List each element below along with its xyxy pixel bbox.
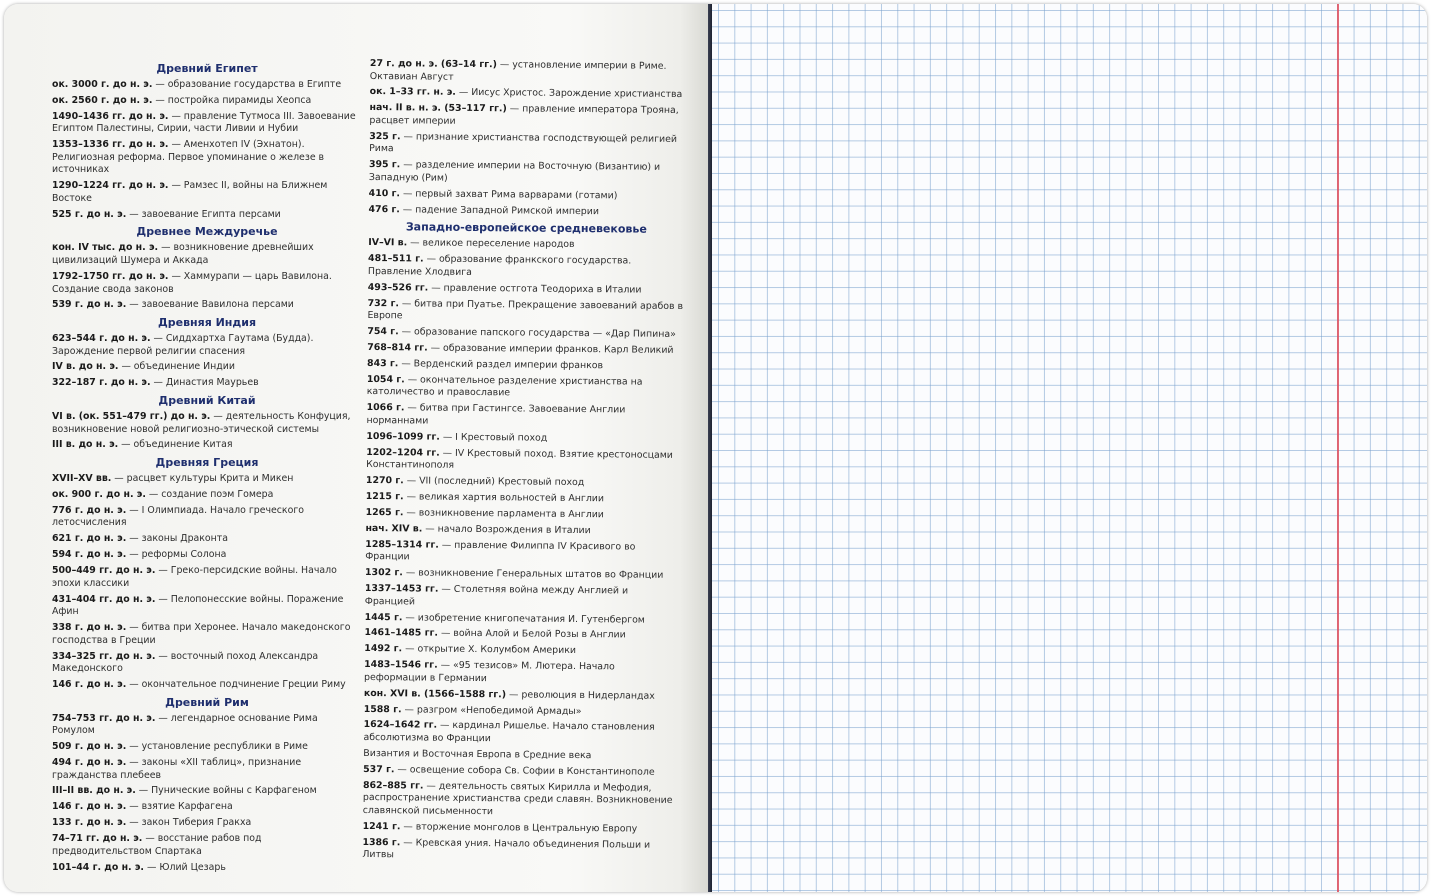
entry-description: — образование франкского государства. Правление Хлодвига xyxy=(367,253,632,278)
timeline-entry xyxy=(368,253,684,281)
notebook-spread xyxy=(4,4,1427,892)
timeline-entry xyxy=(52,741,362,754)
entry-date: 1624–1642 гг. xyxy=(363,719,438,732)
entry-date: 1302 г. xyxy=(365,567,403,579)
timeline-entry xyxy=(52,594,362,619)
entry-description: — образование империи франков. Карл Великий xyxy=(427,342,674,356)
timeline-entry xyxy=(366,447,682,475)
entry-description: — Верденский раздел империи франков xyxy=(398,358,604,372)
entry-description: — восстание рабов под предводительством Спартака xyxy=(52,833,262,857)
entry-description: — изобретение книгопечатания И. Гутенбергом xyxy=(402,611,645,626)
entry-description: — реформы Солона xyxy=(126,549,227,561)
timeline-entry xyxy=(365,567,681,583)
entry-description: — освещение собора Св. Софии в Константинополе xyxy=(394,764,655,778)
entry-date: 500–449 гг. до н. э. xyxy=(52,565,156,577)
timeline-entry xyxy=(369,188,685,204)
entry-description: — возникновение древнейших цивилизаций Шумера и Аккада xyxy=(52,242,314,267)
entry-description: — открытие Х. Колумбом Америки xyxy=(402,643,577,657)
entry-date: 481–511 г. xyxy=(368,253,424,265)
timeline-entry xyxy=(52,817,362,830)
entry-description: — битва при Херонее. Начало македонского господства в Греции xyxy=(52,622,351,646)
entry-date: 325 г. xyxy=(369,130,401,143)
entry-description: — Рамзес II, войны на Ближнем Востоке xyxy=(52,180,328,204)
entry-date: 623–544 г. до н. э. xyxy=(52,332,151,344)
grid-paper-page xyxy=(712,4,1427,892)
section-heading: Западно-европейское средневековье xyxy=(405,220,647,236)
entry-date: 334–325 гг. до н. э. xyxy=(52,650,156,662)
entry-date: III–II вв. до н. э. xyxy=(52,785,136,797)
entry-description: — Кревская уния. Начало объединения Польши и Литвы xyxy=(362,836,651,861)
entry-date: 1386 г. xyxy=(362,836,401,848)
entry-date: кон. XVI в. (1566–1588 гг.) xyxy=(363,687,507,700)
entry-date: 1290–1224 гг. до н. э. xyxy=(52,180,169,192)
entry-date: 494 г. до н. э. xyxy=(52,756,127,768)
timeline-entry xyxy=(364,688,680,704)
entry-description: — Аменхотеп IV (Эхнатон). Религиозная реформа. Первое упоминание о железе в источниках xyxy=(52,139,325,176)
timeline-entry xyxy=(367,342,683,358)
section-heading: Древний Рим xyxy=(165,695,249,709)
timeline-entry xyxy=(52,361,362,374)
timeline-entry xyxy=(52,862,362,875)
entry-description: — кардинал Ришелье. Начало становления абсолютизма во Франции xyxy=(363,720,655,745)
entry-date: ок. 1–33 гг. н. э. xyxy=(369,86,456,99)
entry-date: ок. 3000 г. до н. э. xyxy=(52,79,153,90)
entry-description: — признание христианства господствующей религией Рима xyxy=(369,131,678,155)
entry-description: — правление императора Трояна, расцвет империи xyxy=(369,103,679,127)
timeline-entry xyxy=(52,679,362,692)
entry-description: — Пунические войны с Карфагеном xyxy=(135,785,317,797)
entry-date: 776 г. до н. э. xyxy=(52,504,127,516)
entry-date: 395 г. xyxy=(368,159,401,171)
entry-description: — окончательное подчинение Греции Риму xyxy=(126,679,346,691)
timeline-entry xyxy=(368,282,684,298)
timeline-entry xyxy=(52,651,362,676)
entry-description: — закон Тиберия Гракха xyxy=(126,817,252,829)
timeline-entry xyxy=(52,505,362,530)
entry-date: 1096–1099 гг. xyxy=(366,430,440,443)
timeline-entry xyxy=(52,473,362,486)
entry-date: IV в. до н. э. xyxy=(52,361,119,373)
timeline-entry xyxy=(52,209,362,222)
timeline-entry xyxy=(52,299,362,312)
entry-description: — Пелопонесские войны. Поражение Афин xyxy=(52,593,344,618)
entry-description: — объединение Китая xyxy=(118,439,233,451)
left-page-timeline xyxy=(4,4,708,892)
timeline-entry xyxy=(52,757,362,782)
timeline-entry xyxy=(52,489,362,502)
timeline-entry xyxy=(52,333,362,358)
timeline-entry xyxy=(363,780,679,821)
timeline-entry xyxy=(366,475,682,491)
entry-date: 133 г. до н. э. xyxy=(52,817,127,829)
timeline-entry xyxy=(367,374,683,402)
entry-date: 338 г. до н. э. xyxy=(52,622,127,634)
entry-date: ок. 900 г. до н. э. xyxy=(52,488,146,500)
entry-date: 410 г. xyxy=(368,187,401,200)
entry-description: — объединение Индии xyxy=(118,361,235,373)
entry-date: 1353–1336 гг. до н. э. xyxy=(52,139,169,151)
timeline-entry xyxy=(52,79,362,92)
entry-date: XVII–XV вв. xyxy=(52,473,112,485)
entry-description: — Хаммурапи — царь Вавилона. Создание свода законов xyxy=(52,270,332,295)
entry-date: III в. до н. э. xyxy=(52,439,119,451)
timeline-entry xyxy=(52,439,362,452)
entry-date: 1265 г. xyxy=(365,506,404,519)
timeline-entry xyxy=(363,719,679,747)
entry-description: — законы Драконта xyxy=(126,533,228,545)
entry-description: — разделение империи на Восточную (Византию) и Западную (Рим) xyxy=(368,159,661,184)
entry-description: — начало Возрождения в Италии xyxy=(422,523,591,536)
timeline-entry xyxy=(368,204,684,220)
section-heading: Древнее Междуречье xyxy=(136,225,278,239)
timeline-entry xyxy=(52,180,362,205)
timeline-entry xyxy=(365,611,681,627)
entry-description: — великое переселение народов xyxy=(407,237,575,251)
entry-date: VI в. (ок. 551–479 гг.) до н. э. xyxy=(52,410,211,422)
entry-description: — завоевание Вавилона персами xyxy=(126,299,294,311)
entry-date: 862–885 гг. xyxy=(362,779,424,792)
entry-description: — великая хартия вольностей в Англии xyxy=(403,491,605,505)
entry-description: — IV Крестовый поход. Взятие крестоносцами Константинополя xyxy=(366,447,673,472)
entry-date: IV–VI в. xyxy=(368,237,408,249)
entry-description: — правление остгота Теодориха в Италии xyxy=(428,282,642,296)
entry-description: — установление республики в Риме xyxy=(126,741,308,753)
entry-description: — I Крестовый поход xyxy=(439,431,548,444)
entry-description: — падение Западной Римской империи xyxy=(399,204,600,217)
entry-description: — образование папского государства — «Дар Пипина» xyxy=(398,326,676,341)
entry-date: 1492 г. xyxy=(364,643,403,655)
entry-description: — правление Филиппа IV Красивого во Франции xyxy=(365,539,636,563)
section-heading: Древний Египет xyxy=(156,62,258,75)
timeline-entry xyxy=(370,58,686,86)
timeline-entry xyxy=(365,583,681,611)
entry-description: — «95 тезисов» М. Лютера. Начало реформации в Германии xyxy=(364,659,615,684)
entry-date: 101–44 г. до н. э. xyxy=(52,861,144,873)
timeline-entry xyxy=(367,358,683,374)
entry-date: 27 г. до н. э. (63–14 гг.) xyxy=(369,58,497,71)
timeline-entry xyxy=(52,242,362,267)
entry-date: 594 г. до н. э. xyxy=(52,549,127,561)
timeline-entry xyxy=(369,102,685,130)
entry-date: 1490–1436 гг. до н. э. xyxy=(52,110,169,122)
timeline-entry xyxy=(364,659,680,687)
entry-description: — деятельность святых Кирилла и Мефодия, распространение христианства среди славян. Возникновение славянской письменности xyxy=(362,780,673,818)
entry-date: 1337–1453 гг. xyxy=(364,582,439,595)
timeline-entry xyxy=(52,565,362,590)
entry-description: — окончательное разделение христианства на католичество и православие xyxy=(366,374,643,399)
red-margin-line xyxy=(1337,4,1339,892)
entry-date: 146 г. до н. э. xyxy=(52,801,127,813)
entry-description: — взятие Карфагена xyxy=(126,801,233,813)
timeline-entry xyxy=(52,95,362,108)
entry-date: 537 г. xyxy=(363,763,395,776)
timeline-entry xyxy=(363,821,679,837)
timeline-entry xyxy=(52,533,362,546)
entry-description: — создание поэм Гомера xyxy=(145,488,274,500)
entry-description: — установление империи в Риме. Октавиан Август xyxy=(369,59,667,83)
entry-description: — завоевание Египта персами xyxy=(126,208,281,220)
entry-date: 525 г. до н. э. xyxy=(52,208,127,220)
entry-date: 1202–1204 гг. xyxy=(366,446,440,459)
timeline-entry xyxy=(366,507,682,523)
timeline-entry xyxy=(52,377,362,390)
entry-date: 1483–1546 гг. xyxy=(364,659,438,671)
timeline-entry xyxy=(367,326,683,342)
timeline-entry xyxy=(52,622,362,647)
entry-date: 1285–1314 гг. xyxy=(365,538,439,551)
timeline-entry xyxy=(362,837,678,865)
timeline-entry xyxy=(364,704,680,720)
timeline-entry xyxy=(366,491,682,507)
entry-date: 1054 г. xyxy=(366,373,405,386)
entry-date: 1215 г. xyxy=(365,490,404,503)
entry-date: 476 г. xyxy=(368,203,400,216)
entry-date: 1270 г. xyxy=(365,475,404,487)
timeline-entry xyxy=(370,86,686,102)
entry-description: — легендарное основание Рима Ромулом xyxy=(52,712,318,737)
entry-date: 768–814 гг. xyxy=(367,341,428,354)
timeline-entry xyxy=(363,748,679,764)
entry-date: 322–187 г. до н. э. xyxy=(52,377,151,389)
entry-description: — Династия Маурьев xyxy=(150,377,259,389)
entry-description: — Юлий Цезарь xyxy=(144,861,226,873)
entry-description: — правление Тутмоса III. Завоевание Египтом Палестины, Сирии, части Ливии и Нубии xyxy=(52,110,356,135)
timeline-entry xyxy=(366,402,682,430)
entry-date: 732 г. xyxy=(367,297,399,309)
entry-date: 1588 г. xyxy=(363,703,402,715)
entry-description: — постройка пирамиды Хеопса xyxy=(152,94,312,106)
entry-date: 146 г. до н. э. xyxy=(52,679,127,691)
timeline-entry xyxy=(363,764,679,780)
entry-date: 754–753 гг. до н. э. xyxy=(52,712,156,724)
entry-description: — возникновение Генеральных штатов во Франции xyxy=(402,567,664,581)
entry-date: нач. XIV в. xyxy=(365,522,423,535)
timeline-entry xyxy=(366,431,682,447)
section-heading: Древняя Индия xyxy=(157,315,257,329)
timeline-entry xyxy=(52,833,362,858)
entry-date: 1241 г. xyxy=(362,820,401,833)
entry-description: — Сиддхартха Гаутама (Будда). Зарождение первой религии спасения xyxy=(52,332,314,357)
entry-description: — деятельность Конфуция, возникновение новой религиозно-этической системы xyxy=(52,410,351,435)
timeline-entry xyxy=(52,785,362,798)
timeline-entry xyxy=(364,627,680,643)
left-column xyxy=(52,58,362,878)
timeline-entry xyxy=(365,539,681,567)
entry-description: — I Олимпиада. Начало греческого летосчисления xyxy=(52,504,304,529)
section-heading: Древняя Греция xyxy=(155,456,259,470)
entry-description: — разгром «Непобедимой Армады» xyxy=(401,703,582,717)
entry-description: — революция в Нидерландах xyxy=(506,688,655,702)
timeline-entry xyxy=(52,713,362,738)
entry-date: 493–526 гг. xyxy=(367,281,429,294)
entry-date: 74–71 гг. до н. э. xyxy=(52,833,143,845)
entry-date: 843 г. xyxy=(367,357,399,370)
entry-description: — битва при Гастингсе. Завоевание Англии норманнами xyxy=(366,402,626,427)
right-column xyxy=(362,58,686,868)
entry-description: — VII (последний) Крестовый поход xyxy=(403,475,585,489)
timeline-entry xyxy=(364,643,680,659)
timeline-entry xyxy=(369,159,685,187)
timeline-entry xyxy=(367,298,683,326)
entry-date: 754 г. xyxy=(367,326,399,338)
entry-description: — Столетняя война между Англией и Францией xyxy=(364,583,629,608)
entry-description: — первый захват Рима варварами (готами) xyxy=(399,188,618,202)
entry-date: ок. 2560 г. до н. э. xyxy=(52,94,153,106)
entry-description: — Иисус Христос. Зарождение христианства xyxy=(455,87,683,101)
section-heading: Древний Китай xyxy=(158,393,256,407)
entry-description: — вторжение монголов в Центральную Европу xyxy=(400,821,638,835)
entry-description: — Греко-персидские войны. Начало эпохи классики xyxy=(52,565,337,589)
entry-date: 509 г. до н. э. xyxy=(52,741,127,753)
entry-description: — расцвет культуры Крита и Микен xyxy=(111,473,294,485)
timeline-entry xyxy=(52,271,362,296)
entry-description: — битва при Пуатье. Прекращение завоеваний арабов в Европе xyxy=(367,297,684,322)
entry-description: — война Алой и Белой Розы в Англии xyxy=(437,628,626,641)
timeline-entry xyxy=(52,111,362,136)
entry-date: 1792–1750 гг. до н. э. xyxy=(52,270,169,282)
timeline-entry xyxy=(52,801,362,814)
entry-date: 1445 г. xyxy=(364,611,403,623)
timeline-entry xyxy=(52,549,362,562)
entry-date: 431–404 гг. до н. э. xyxy=(52,593,156,605)
entry-date: 539 г. до н. э. xyxy=(52,299,127,311)
entry-date: 1066 г. xyxy=(366,402,405,414)
entry-date: нач. II в. н. э. (53–117 гг.) xyxy=(369,102,507,115)
entry-date: кон. IV тыс. до н. э. xyxy=(52,242,159,254)
timeline-entry xyxy=(369,131,685,159)
timeline-entry xyxy=(365,523,681,539)
entry-description: Византия и Восточная Европа в Средние века xyxy=(363,747,592,762)
entry-date: 621 г. до н. э. xyxy=(52,533,127,545)
entry-description: — образование государства в Египте xyxy=(152,79,342,90)
entry-description: — законы «XII таблиц», признание гражданства плебеев xyxy=(52,756,302,781)
entry-description: — восточный поход Александра Македонского xyxy=(52,650,319,675)
timeline-entry xyxy=(52,139,362,177)
timeline-entry xyxy=(52,411,362,436)
timeline-entry xyxy=(368,237,684,253)
entry-description: — возникновение парламента в Англии xyxy=(403,507,604,521)
entry-date: 1461–1485 гг. xyxy=(364,627,439,640)
